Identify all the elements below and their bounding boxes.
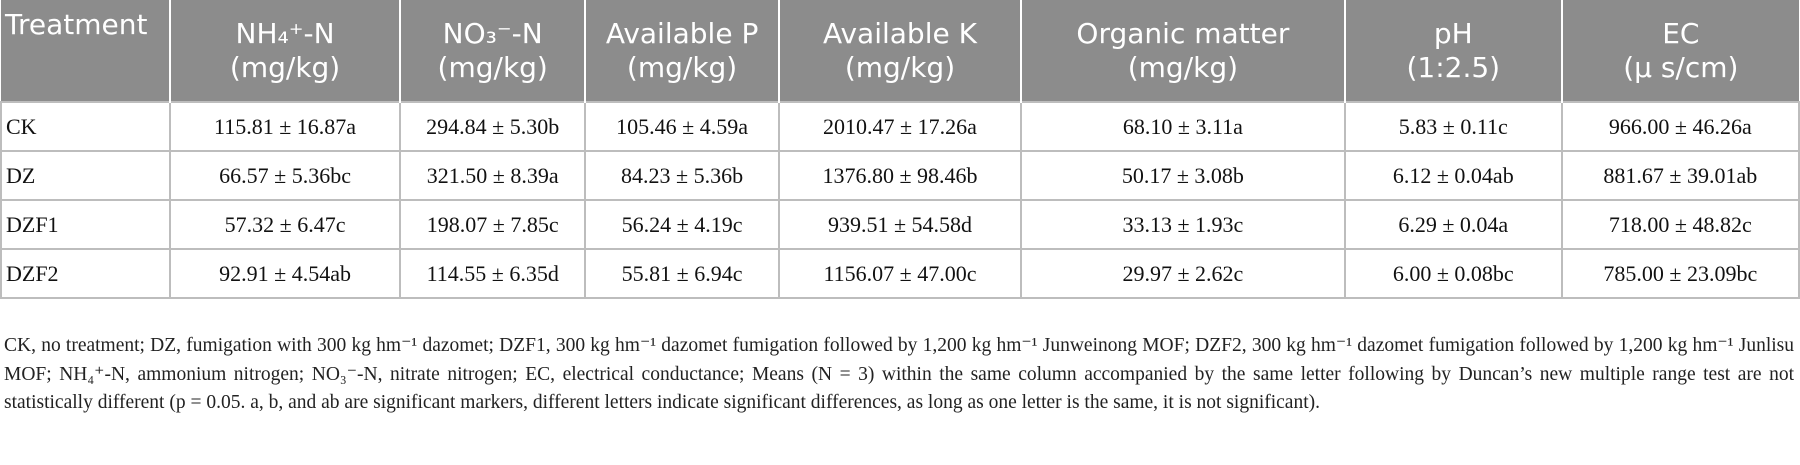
header-available-k: [779, 0, 1021, 102]
table-cell: 105.46 ± 4.59a: [585, 102, 779, 151]
header-label: Organic matter: [1076, 16, 1290, 50]
table-cell: 29.97 ± 2.62c: [1021, 249, 1345, 298]
header-label: NO₃⁻-N: [442, 16, 543, 50]
table-cell: 115.81 ± 16.87a: [170, 102, 400, 151]
table-cell: 33.13 ± 1.93c: [1021, 200, 1345, 249]
header-unit: (mg/kg): [626, 50, 738, 84]
treatment-cell: DZ: [1, 151, 170, 200]
table-cell: 2010.47 ± 17.26a: [779, 102, 1021, 151]
table-cell: 939.51 ± 54.58d: [779, 200, 1021, 249]
table-cell: 294.84 ± 5.30b: [400, 102, 585, 151]
table-cell: 718.00 ± 48.82c: [1562, 200, 1799, 249]
header-label: NH₄⁺-N: [235, 16, 335, 50]
header-treatment: [1, 0, 170, 102]
header-label: Available P: [605, 16, 759, 50]
header-ec: [1562, 0, 1799, 102]
table-cell: 57.32 ± 6.47c: [170, 200, 400, 249]
table-footnote: CK, no treatment; DZ, fumigation with 300 kg hm⁻¹ dazomet; DZF1, 300 kg hm⁻¹ dazomet fumigation followed by 1,200 kg hm⁻¹ Junweinong MOF; DZF2, 300 kg hm⁻¹ dazomet fumigation followed by 1,200 kg hm⁻¹ Junlisu MOF; NH₄⁺-N, ammonium nitrogen; NO₃⁻-N, nitrate nitrogen; EC, electrical conductance; Means (N = 3) within the same column accompanied by the same letter following by Duncan’s new multiple range test are not statistically different (p = 0.05. a, b, and ab are significant markers, different letters indicate significant differences, as long as one letter is the same, it is not significant).: [4, 335, 1794, 413]
table-cell: 114.55 ± 6.35d: [400, 249, 585, 298]
table-cell: 6.29 ± 0.04a: [1345, 200, 1562, 249]
header-label: EC: [1662, 16, 1700, 50]
header-unit: (mg/kg): [1127, 50, 1239, 84]
table-cell: 1376.80 ± 98.46b: [779, 151, 1021, 200]
treatment-cell: DZF1: [1, 200, 170, 249]
table-row: [1, 200, 1799, 249]
table-cell: 881.67 ± 39.01ab: [1562, 151, 1799, 200]
table-cell: 66.57 ± 5.36bc: [170, 151, 400, 200]
treatment-cell: DZF2: [1, 249, 170, 298]
table-cell: 56.24 ± 4.19c: [585, 200, 779, 249]
table-cell: 6.00 ± 0.08bc: [1345, 249, 1562, 298]
table-cell: 6.12 ± 0.04ab: [1345, 151, 1562, 200]
header-no3: [400, 0, 585, 102]
table-cell: 92.91 ± 4.54ab: [170, 249, 400, 298]
header-unit: (mg/kg): [437, 50, 548, 84]
header-available-p: [585, 0, 779, 102]
header-organic-matter: [1021, 0, 1345, 102]
table-cell: 55.81 ± 6.94c: [585, 249, 779, 298]
header-unit: (μ s/cm): [1623, 50, 1739, 84]
header-row: [1, 0, 1799, 102]
header-unit: (1:2.5): [1406, 50, 1501, 84]
table-cell: 785.00 ± 23.09bc: [1562, 249, 1799, 298]
header-label: pH: [1433, 16, 1473, 50]
header-ph: [1345, 0, 1562, 102]
treatment-cell: CK: [1, 102, 170, 151]
table-cell: 84.23 ± 5.36b: [585, 151, 779, 200]
header-label: Available K: [822, 16, 977, 50]
table-cell: 198.07 ± 7.85c: [400, 200, 585, 249]
header-nh4: [170, 0, 400, 102]
table-cell: 50.17 ± 3.08b: [1021, 151, 1345, 200]
header-unit: (mg/kg): [844, 50, 956, 84]
header-unit: (mg/kg): [229, 50, 341, 84]
table-cell: 321.50 ± 8.39a: [400, 151, 585, 200]
table-cell: 966.00 ± 46.26a: [1562, 102, 1799, 151]
table-cell: 68.10 ± 3.11a: [1021, 102, 1345, 151]
header-label: Treatment: [5, 8, 148, 41]
table-row: [1, 102, 1799, 151]
table-row: [1, 249, 1799, 298]
table-row: [1, 151, 1799, 200]
table-cell: 1156.07 ± 47.00c: [779, 249, 1021, 298]
table-cell: 5.83 ± 0.11c: [1345, 102, 1562, 151]
